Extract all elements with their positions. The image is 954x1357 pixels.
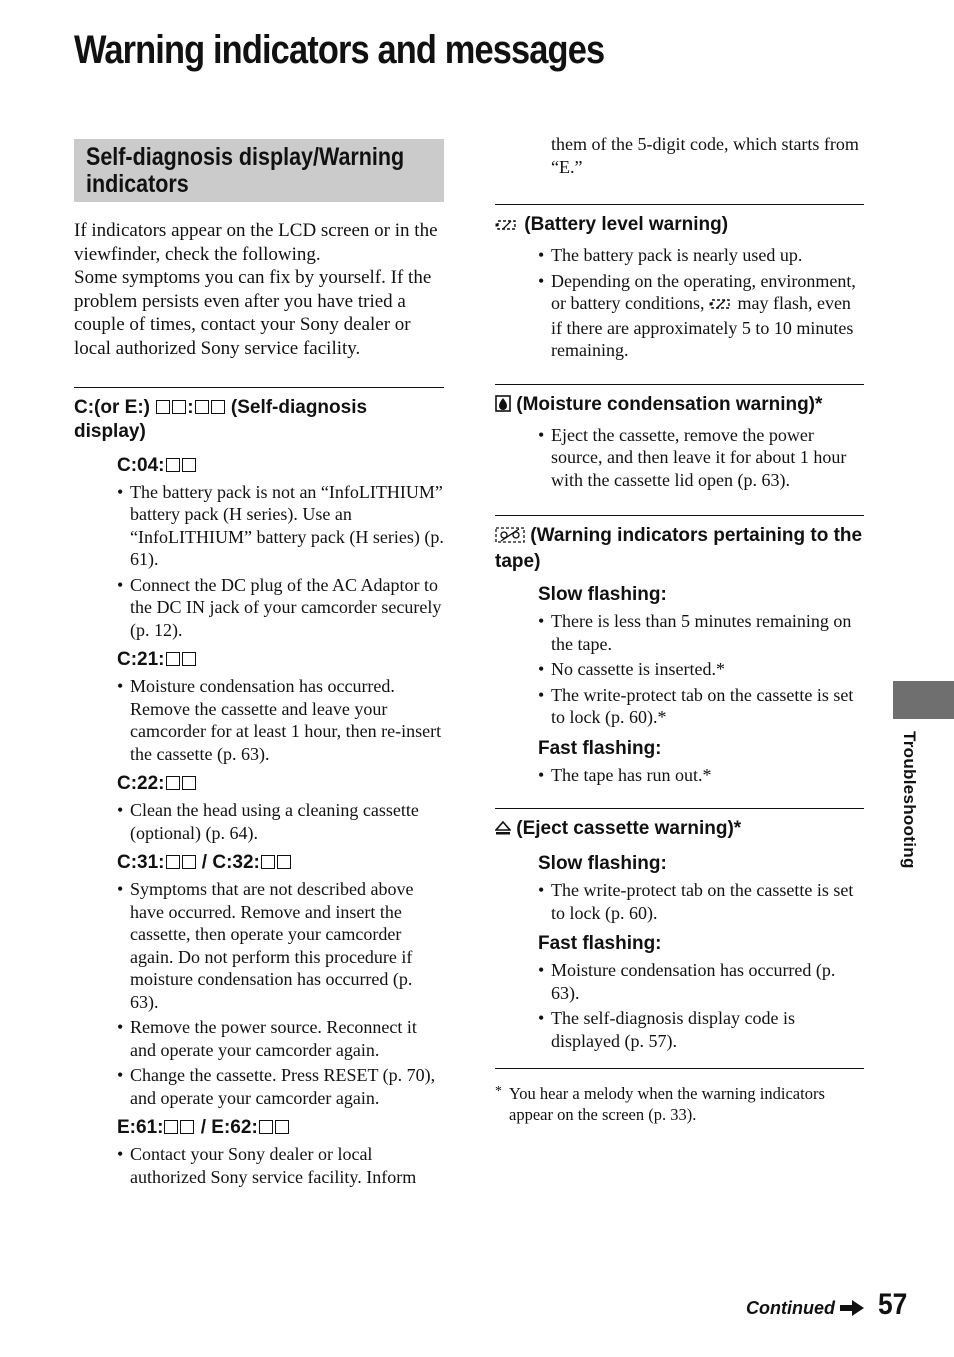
slow-flashing-label: Slow flashing: [538,853,667,874]
fast-flashing-label: Fast flashing: [538,933,662,954]
continued-text: them of the 5-digit code, which starts from “E.” [551,134,859,177]
continued-label: Continued [746,1298,835,1318]
self-diagnosis-heading: C:(or E:) : (Self-diagnosis display) [74,396,368,442]
list-item: • Depending on the operating, environment, or battery conditions, may flash, even if there are approximately 5 to 10 minutes remaining. [495,270,864,362]
list-item: • Moisture condensation has occurred. Remove the cassette and leave your camcorder for at least 1 hour, then re-insert the cassette (p. 63). [74,675,444,765]
right-column [495,133,864,1125]
slow-flashing-label: Slow flashing: [538,584,667,605]
divider [495,1068,864,1069]
list-item: • The battery pack is not an “InfoLITHIUM” battery pack (H series). Use an “InfoLITHIUM” battery pack (H series) (p. 61). [74,481,444,571]
battery-warning-heading: (Battery level warning) [495,213,864,239]
divider [495,808,864,809]
moisture-icon [495,395,511,419]
divider [74,387,444,388]
code-heading: E:61: / E:62: [74,1116,444,1140]
divider [495,204,864,205]
code-heading: C:21: [74,648,444,672]
list-item: • The self-diagnosis display code is displayed (p. 57). [495,1007,864,1052]
list-item: • The write-protect tab on the cassette is set to lock (p. 60).* [495,684,864,729]
list-item: • Remove the power source. Reconnect it and operate your camcorder again. [74,1016,444,1061]
list-item: • Eject the cassette, remove the power source, and then leave it for about 1 hour with the cassette lid open (p. 63). [495,424,864,492]
intro-paragraph-2: Some symptoms you can fix by yourself. If the problem persists even after you have tried a couple of times, contact your Sony dealer or local authorized Sony service facility. [74,267,432,359]
moisture-warning-heading: (Moisture condensation warning)* [495,393,864,419]
footnote: * You hear a melody when the warning indicators appear on the screen (p. 33). [495,1083,864,1125]
list-item: • No cassette is inserted.* [495,658,864,681]
page-title: Warning indicators and messages [74,28,605,72]
left-column [74,139,444,1191]
footnote-marker: * [495,1084,502,1099]
section-heading: Self-diagnosis display/Warning indicators [74,139,444,202]
chapter-tab-marker [893,681,954,719]
divider [495,515,864,516]
eject-icon [495,819,511,843]
tape-warning-heading: (Warning indicators pertaining to the tape) [495,525,863,572]
code-heading: C:04: [74,454,444,478]
list-item: • Change the cassette. Press RESET (p. 70), and operate your camcorder again. [74,1064,444,1109]
battery-low-icon [495,215,519,239]
eject-warning-heading: (Eject cassette warning)* [495,817,864,843]
page-number: 57 [878,1288,908,1321]
list-item: • There is less than 5 minutes remaining on the tape. [495,610,864,655]
list-item: • Moisture condensation has occurred (p. 63). [495,959,864,1004]
code-heading: C:22: [74,772,444,796]
fast-flashing-label: Fast flashing: [538,737,662,759]
list-item: • Connect the DC plug of the AC Adaptor to the DC IN jack of your camcorder securely (p. 12). [74,574,444,642]
arrow-right-icon [840,1300,864,1321]
list-item: • The battery pack is nearly used up. [495,244,864,267]
tape-warning-icon [495,526,525,550]
battery-low-icon [709,294,733,317]
list-item: • The tape has run out.* [495,764,864,787]
divider [495,384,864,385]
list-item: • Clean the head using a cleaning cassette (optional) (p. 64). [74,799,444,844]
code-heading: C:31: / C:32: [74,851,444,875]
list-item: • Symptoms that are not described above have occurred. Remove and insert the cassette, then operate your camcorder again. Do not perform this procedure if moisture condensation has occurred (p. 63). [74,878,444,1013]
list-item: • The write-protect tab on the cassette is set to lock (p. 60). [495,879,864,924]
list-item: • Contact your Sony dealer or local authorized Sony service facility. Inform [74,1143,444,1188]
intro-paragraph: If indicators appear on the LCD screen or in the viewfinder, check the following. [74,220,438,265]
chapter-tab-label: Troubleshooting [900,731,919,869]
